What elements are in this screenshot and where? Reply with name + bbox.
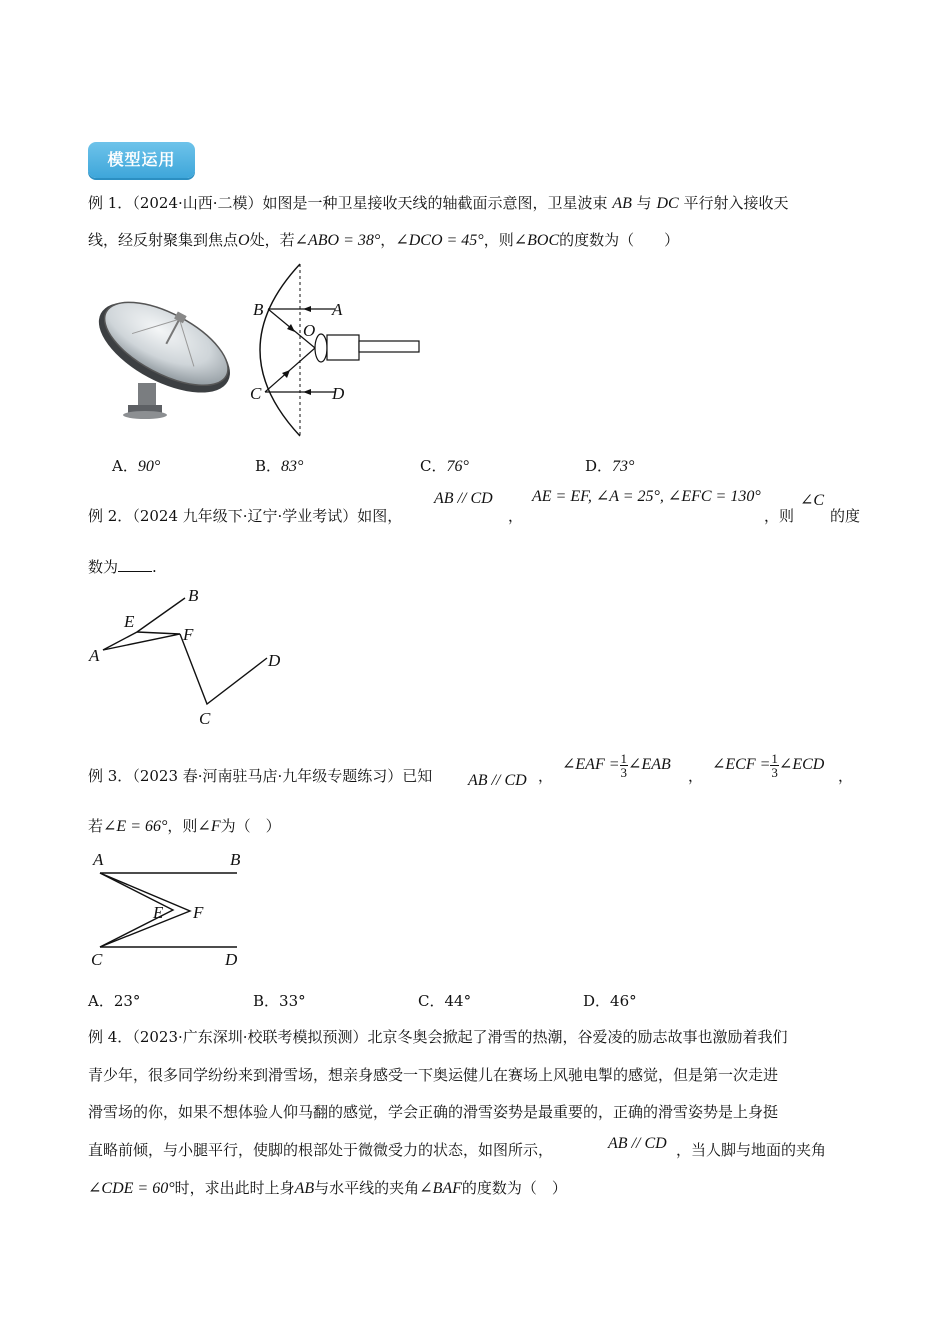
ex2-label-d: D [268,651,281,670]
ex4-text: 北京冬奥会掀起了滑雪的热潮，谷爱凌的励志故事也激励着我们 [367,1028,788,1046]
ex3-comma-3: ， [838,767,854,785]
ex1-source: （2024·山西·二模） [132,194,263,212]
ex3-line-afc [100,873,190,947]
ex2-line1-left [88,505,402,527]
ex1-line1 [88,192,788,215]
ex3-option-b[interactable]: B．33° [253,992,306,1010]
label-o: O [303,321,316,340]
ex3-source: （2023 春·河南驻马店·九年级专题练习） [132,767,403,785]
ex1-math-dc: DC [656,195,679,212]
ex3-option-d[interactable]: D．46° [583,992,637,1010]
ex4-line5: ∠CDE = 60°时，求出此时上身AB与水平线的夹角∠BAF的度数为（ ） [88,1179,567,1197]
label-a: A [332,300,343,319]
ex2-label: 例 2． [88,507,133,525]
label-c: C [250,384,262,403]
ex1-option-c[interactable]: C．76° [420,457,469,475]
ex1-option-d[interactable]: D．73° [585,457,635,475]
ex1-text: 如图是一种卫星接收天线的轴截面示意图，卫星波束 [262,194,608,212]
ex4-angle-cde: ∠CDE = 60° [88,1180,175,1197]
receiver-body [327,335,359,360]
ex1-text: 与 [636,194,652,212]
ex2-text-then: ，则 [764,507,795,525]
ex3-comma-2: ， [688,767,704,785]
ex2-answer-blank[interactable] [118,555,152,572]
ex2-angle-c: ∠C [800,492,825,509]
label-b: B [253,300,264,319]
ex2-line-af [103,634,180,650]
ex2-label-a: A [89,646,100,665]
ex4-label: 例 4． [88,1028,133,1046]
ex2-cond-angles: AE = EF, ∠A = 25°, ∠EFC = 130° [532,488,761,505]
ex2-text-du: 的度 [830,507,861,525]
ex1-option-a[interactable]: A．90° [112,457,161,475]
ex2-text: 如图， [357,507,403,525]
reflector-curve [260,264,300,436]
ex3-angle-f: ∠F [197,818,221,835]
ex3-figure [85,848,255,973]
ex2-line-aeb [103,598,185,650]
ex2-label-e: E [124,612,135,631]
reflector-diagram [245,262,430,442]
ex3-option-c[interactable]: C．44° [418,992,472,1010]
label-d: D [332,384,345,403]
receiver-lens [315,334,327,362]
ex3-label: 例 3． [88,767,133,785]
ex4-line2: 青少年，很多同学纷纷来到滑雪场，想亲身感受一下奥运健儿在赛场上风驰电掣的感觉，但是第一次走进 [88,1066,779,1084]
ex1-text: 线，经反射聚集到焦点 [88,231,239,249]
ex3-text: 已知 [402,767,433,785]
ex3-option-a[interactable]: A．23° [88,992,141,1010]
ex1-option-b[interactable]: B．83° [255,457,304,475]
ex1-text: 处，若 [249,231,295,249]
ex2-label-f: F [183,625,194,644]
ex3-label-a: A [93,850,104,869]
ex2-figure [85,582,295,732]
ex3-label-b: B [230,850,241,869]
ex1-angle-boc: ∠BOC [513,232,560,249]
ex3-line2: 若∠E = 66°，则∠F为（ ） [88,817,281,835]
ex2-comma: ， [508,507,524,525]
ex1-text: ， [380,231,396,249]
ex3-angle-e: ∠E = 66° [103,818,168,835]
ex3-label-d: D [225,950,238,969]
ex3-cond-parallel: AB // CD [468,772,527,789]
ex2-line2: 数为 . [88,555,157,578]
ex3-label-f: F [193,903,204,922]
ex1-angle-abo: ∠ABO = 38° [294,232,381,249]
ex2-line-ef [137,632,180,634]
ex1-angle-dco: ∠DCO = 45° [395,232,484,249]
ex1-math-o: O [238,232,250,249]
ex4-line4: 直略前倾，与小腿平行，使脚的根部处于微微受力的状态，如图所示， [88,1141,554,1159]
ex4-line4b: ，当人脚与地面的夹角 [676,1141,827,1159]
ex2-source: （2024 九年级下·辽宁·学业考试） [132,507,358,525]
ex2-line-fcd [180,634,267,704]
ex4-angle-baf: ∠BAF [419,1180,462,1197]
ex1-text: 的度数为（ ） [559,231,680,249]
ex1-text: ，则 [483,231,514,249]
ex3-cond-eaf: ∠EAF = $\frac{1}{3}$ ∠EAB [562,751,671,780]
ex2-cond-parallel: AB // CD [434,490,493,507]
ex4-line1 [88,1026,788,1048]
ex1-text: 平行射入接收天 [683,194,789,212]
ex2-label-c: C [199,709,211,728]
ex4-source: （2023·广东深圳·校联考模拟预测） [132,1028,368,1046]
ex1-line2 [88,229,679,252]
ex4-line3: 滑雪场的你，如果不想体验人仰马翻的感觉，学会正确的滑雪姿势是最重要的，正确的滑雪姿势是上身挺 [88,1103,779,1121]
ex3-comma: ， [538,767,554,785]
ex3-cond-ecf: ∠ECF = $\frac{1}{3}$ ∠ECD [712,751,825,780]
ex4-math-ab: AB [294,1180,315,1197]
ex3-line1-left [88,765,432,787]
ex2-label-b: B [188,586,199,605]
ex3-label-e: E [153,903,164,922]
ex1-label: 例 1． [88,194,133,212]
ex4-cond-parallel: AB // CD [608,1135,667,1152]
ex1-math-ab: AB [612,195,632,212]
receiver-arm [359,341,419,352]
ex3-label-c: C [91,950,103,969]
satellite-dish-photo [88,295,238,420]
section-badge: 模型运用 [88,142,195,178]
